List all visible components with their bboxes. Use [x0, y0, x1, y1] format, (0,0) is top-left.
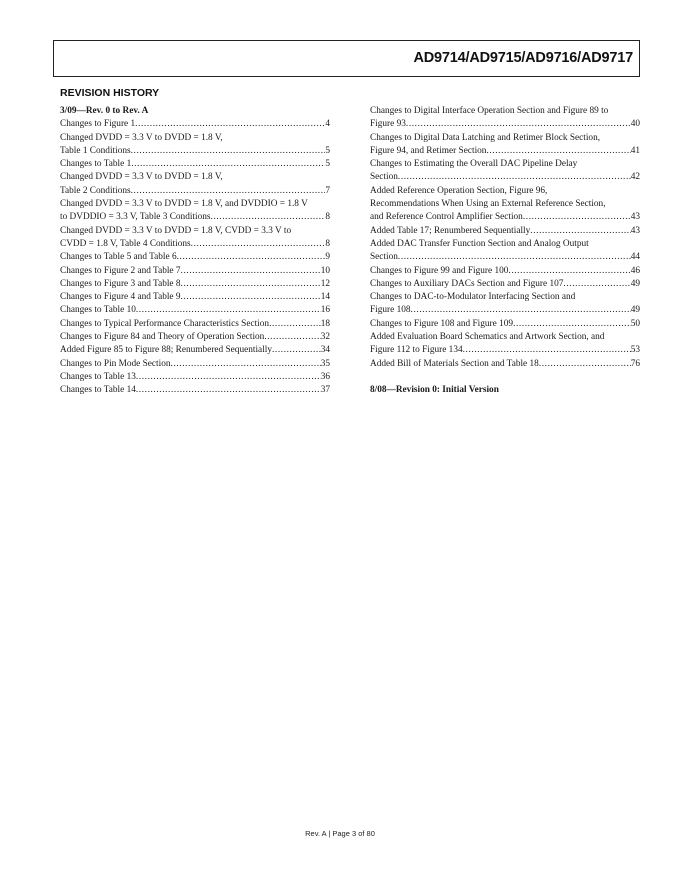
entry-line: [60, 171, 330, 184]
entry-text: Added Figure 85 to Figure 88; Renumbered Sequentially: [60, 345, 272, 356]
entry-line: [370, 158, 640, 171]
revision-entry: [60, 278, 330, 291]
entry-line: [370, 145, 640, 158]
entry-line: [60, 318, 330, 331]
page-number: 12: [320, 278, 330, 289]
page-number: 42: [630, 172, 640, 183]
revision-entry: [60, 158, 330, 171]
entry-line: [60, 265, 330, 278]
revision-entry: [60, 318, 330, 331]
dot-leader: [463, 344, 631, 357]
entry-line: [370, 118, 640, 131]
entry-line: [60, 304, 330, 317]
dot-leader: [177, 251, 326, 264]
entry-line: [60, 211, 330, 224]
revision-history-heading: REVISION HISTORY: [60, 87, 160, 99]
revision-entry: [60, 118, 330, 131]
revision-entry: [60, 265, 330, 278]
entry-text: Recommendations When Using an External Reference Section,: [370, 199, 606, 210]
entry-text: Changed DVDD = 3.3 V to DVDD = 1.8 V,: [60, 172, 223, 183]
entry-text: Table 2 Conditions: [60, 185, 131, 196]
revision-entry: [370, 331, 640, 358]
page-number: 40: [630, 119, 640, 130]
entry-text: Changes to Table 13: [60, 371, 136, 382]
revision-entry: [60, 225, 330, 252]
revision-entry: [60, 304, 330, 317]
entry-text: CVDD = 1.8 V, Table 4 Conditions: [60, 238, 191, 249]
dot-leader: [530, 225, 630, 238]
right-column: [370, 105, 640, 397]
dot-leader: [523, 211, 631, 224]
entry-line: [370, 185, 640, 198]
dot-leader: [513, 318, 631, 331]
dot-leader: [269, 318, 321, 331]
entry-line: [60, 331, 330, 344]
right-entry-list: [370, 105, 640, 371]
dot-leader: [191, 238, 326, 251]
page-number: 37: [320, 385, 330, 396]
revision-entry: [60, 291, 330, 304]
revision-entry: [370, 265, 640, 278]
entry-text: Changes to Figure 1: [60, 119, 136, 130]
entry-line: [370, 132, 640, 145]
dot-leader: [171, 358, 321, 371]
entry-line: [370, 211, 640, 224]
revision-entry: [60, 384, 330, 397]
header-box: [53, 40, 640, 77]
entry-text: Changed DVDD = 3.3 V to DVDD = 1.8 V,: [60, 132, 223, 143]
page-number: 46: [630, 265, 640, 276]
page-number: 7: [325, 185, 330, 196]
entry-line: [60, 158, 330, 171]
entry-text: Changes to Table 1: [60, 159, 132, 170]
page-number: 34: [320, 345, 330, 356]
entry-text: Changes to Auxiliary DACs Section and Figure 107: [370, 278, 564, 289]
entry-text: Section: [370, 172, 398, 183]
revision-entry: [370, 358, 640, 371]
page-number: 53: [630, 345, 640, 356]
dot-leader: [181, 265, 321, 278]
entry-line: [60, 132, 330, 145]
page-number: 16: [320, 305, 330, 316]
dot-leader: [563, 278, 630, 291]
entry-line: [370, 105, 640, 118]
entry-line: [60, 185, 330, 198]
dot-leader: [131, 185, 326, 198]
entry-line: [60, 371, 330, 384]
entry-text: Changed DVDD = 3.3 V to DVDD = 1.8 V, and DVDDIO = 1.8 V: [60, 199, 308, 210]
revision-entry: [370, 318, 640, 331]
revision-entry: [60, 344, 330, 357]
entry-text: Changes to Table 10: [60, 305, 136, 316]
entry-text: Changes to Figure 4 and Table 9: [60, 292, 181, 303]
page-number: 49: [630, 305, 640, 316]
revision-entry: [370, 132, 640, 159]
dot-leader: [398, 251, 631, 264]
revision-entry: [370, 185, 640, 225]
entry-text: Figure 93: [370, 119, 406, 130]
entry-line: [60, 384, 330, 397]
revision-entry: [370, 238, 640, 265]
entry-text: Figure 108: [370, 305, 411, 316]
entry-text: Table 1 Conditions: [60, 145, 131, 156]
page-number: 5: [325, 159, 330, 170]
page-number: 14: [320, 292, 330, 303]
entry-line: [370, 318, 640, 331]
page-number: 41: [630, 145, 640, 156]
page-number: 43: [630, 212, 640, 223]
entry-text: Added Evaluation Board Schematics and Artwork Section, and: [370, 332, 605, 343]
entry-line: [370, 304, 640, 317]
dot-leader: [211, 211, 326, 224]
revision-entry: [60, 371, 330, 384]
entry-line: [370, 331, 640, 344]
entry-text: Changes to Pin Mode Section: [60, 358, 171, 369]
page-number: 76: [630, 358, 640, 369]
entry-text: Added Reference Operation Section, Figure 96,: [370, 185, 548, 196]
revision-entry: [60, 132, 330, 159]
entry-text: Changes to Typical Performance Characteristics Section: [60, 318, 270, 329]
page-number: 9: [325, 252, 330, 263]
entry-text: and Reference Control Amplifier Section: [370, 212, 523, 223]
spacer: [370, 371, 640, 384]
revision-entry: [60, 198, 330, 225]
dot-leader: [272, 344, 321, 357]
revision-entry: [370, 225, 640, 238]
dot-leader: [539, 358, 631, 371]
entry-text: Added DAC Transfer Function Section and Analog Output: [370, 238, 589, 249]
entry-text: Added Bill of Materials Section and Table 18: [370, 358, 539, 369]
page-number: 4: [325, 119, 330, 130]
dot-leader: [398, 171, 631, 184]
entry-line: [60, 291, 330, 304]
left-entry-list: [60, 118, 330, 397]
entry-line: [370, 225, 640, 238]
entry-line: [60, 344, 330, 357]
page-number: 32: [320, 332, 330, 343]
entry-text: Changes to Figure 3 and Table 8: [60, 278, 181, 289]
revision-entry: [370, 291, 640, 318]
page-number: 49: [630, 278, 640, 289]
entry-line: [370, 265, 640, 278]
page-number: 8: [325, 238, 330, 249]
entry-text: Changes to Figure 99 and Figure 100: [370, 265, 509, 276]
entry-line: [370, 198, 640, 211]
dot-leader: [264, 331, 320, 344]
entry-text: Changes to Figure 108 and Figure 109: [370, 318, 514, 329]
revision-entry: [370, 278, 640, 291]
entry-text: Changes to Table 5 and Table 6: [60, 252, 177, 263]
page-number: 43: [630, 225, 640, 236]
dot-leader: [131, 145, 326, 158]
entry-line: [370, 344, 640, 357]
entry-text: Changes to Figure 84 and Theory of Operation Section: [60, 332, 265, 343]
entry-text: Added Table 17; Renumbered Sequentially: [370, 225, 531, 236]
document-title: AD9714/AD9715/AD9716/AD9717: [413, 50, 633, 66]
entry-text: Figure 112 to Figure 134: [370, 345, 463, 356]
entry-line: [370, 278, 640, 291]
entry-line: [60, 118, 330, 131]
page-number: 5: [325, 145, 330, 156]
page-number: 35: [320, 358, 330, 369]
entry-text: Changes to Figure 2 and Table 7: [60, 265, 181, 276]
entry-line: [60, 278, 330, 291]
entry-line: [370, 358, 640, 371]
dot-leader: [411, 304, 631, 317]
dot-leader: [406, 118, 631, 131]
entry-line: [60, 358, 330, 371]
revision-entry: [60, 358, 330, 371]
page-number: 18: [320, 318, 330, 329]
entry-line: [370, 251, 640, 264]
entry-line: [60, 145, 330, 158]
revision-entry: [370, 158, 640, 185]
entry-text: Changes to Digital Interface Operation Section and Figure 89 to: [370, 106, 609, 116]
dot-leader: [136, 304, 321, 317]
revision-entry: [60, 171, 330, 198]
dot-leader: [131, 158, 325, 171]
entry-text: Changes to Table 14: [60, 385, 136, 396]
left-column: [60, 105, 330, 398]
page-footer: Rev. A | Page 3 of 80: [305, 829, 375, 838]
entry-line: [60, 225, 330, 238]
dot-leader: [486, 145, 630, 158]
initial-version-subheading: 8/08—Revision 0: Initial Version: [370, 384, 499, 395]
page-number: 50: [630, 318, 640, 329]
page-number: 8: [325, 212, 330, 223]
entry-line: [60, 251, 330, 264]
entry-line: [60, 238, 330, 251]
entry-text: Changes to DAC-to-Modulator Interfacing Section and: [370, 292, 576, 303]
entry-text: Changes to Digital Data Latching and Retimer Block Section,: [370, 132, 601, 143]
revision-entry: [60, 251, 330, 264]
dot-leader: [135, 118, 325, 131]
dot-leader: [181, 278, 321, 291]
entry-text: Changes to Estimating the Overall DAC Pipeline Delay: [370, 159, 578, 170]
entry-line: [60, 198, 330, 211]
page-number: 44: [630, 252, 640, 263]
entry-line: [370, 291, 640, 304]
page-number: 10: [320, 265, 330, 276]
page-number: 36: [320, 371, 330, 382]
revision-entry: [60, 331, 330, 344]
entry-line: [370, 238, 640, 251]
revision-entry: [370, 105, 640, 132]
entry-text: to DVDDIO = 3.3 V, Table 3 Conditions: [60, 212, 211, 223]
dot-leader: [181, 291, 321, 304]
revision-subheading: 3/09—Rev. 0 to Rev. A: [60, 106, 149, 116]
dot-leader: [508, 265, 630, 278]
dot-leader: [136, 384, 321, 397]
entry-line: [370, 171, 640, 184]
dot-leader: [136, 371, 321, 384]
entry-text: Changed DVDD = 3.3 V to DVDD = 1.8 V, CVDD = 3.3 V to: [60, 225, 292, 236]
entry-text: Section: [370, 252, 398, 263]
entry-text: Figure 94, and Retimer Section: [370, 145, 487, 156]
